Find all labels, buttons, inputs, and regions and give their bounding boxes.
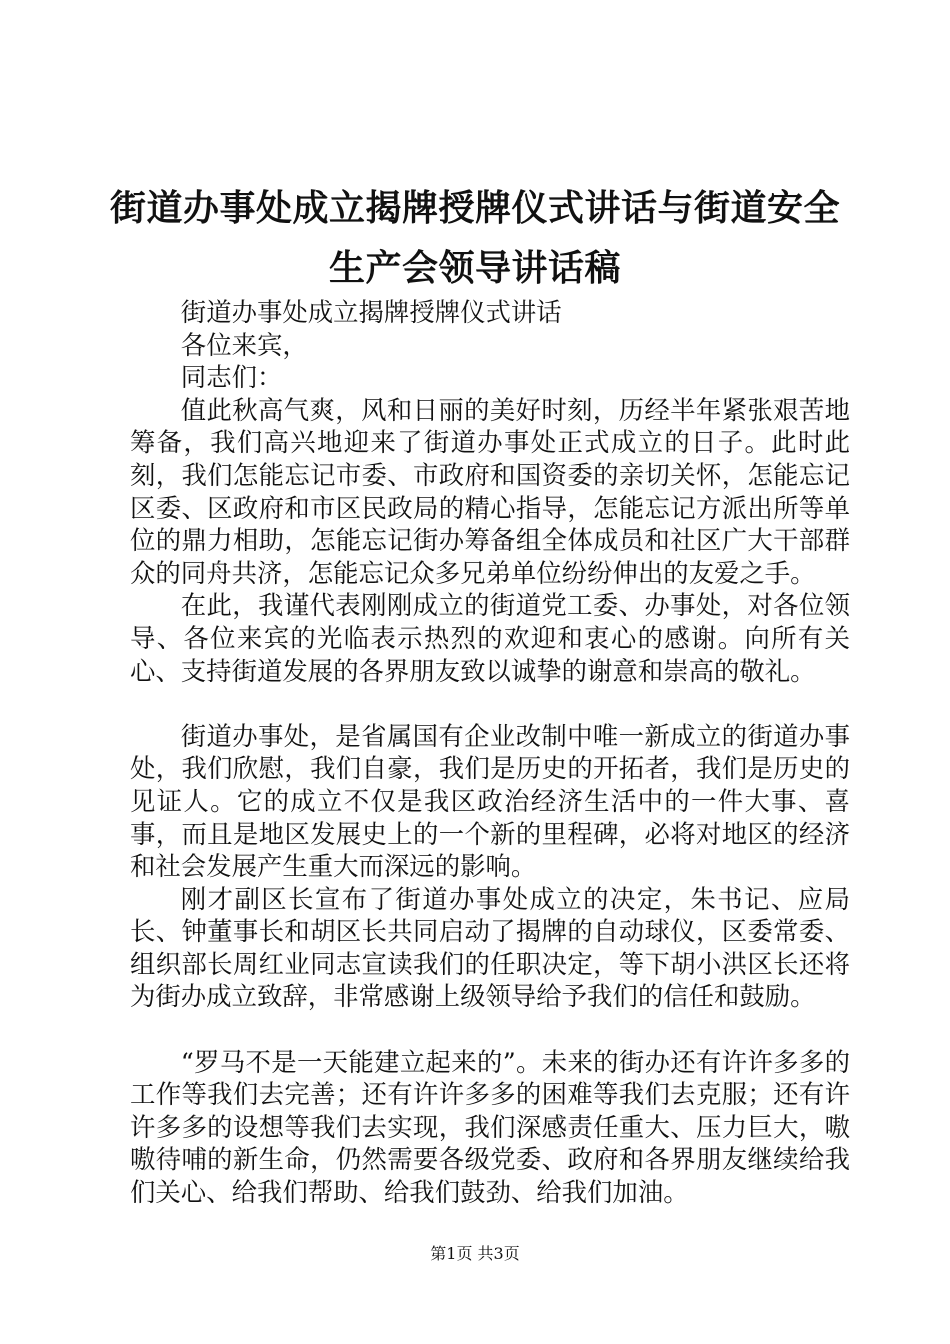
- page-number-footer: 第1页 共3页: [430, 1244, 520, 1263]
- document-body: [130, 296, 850, 1209]
- salutation-guests: 各位来宾，: [180, 329, 308, 360]
- body-paragraph: 街道办事处，是省属国有企业改制中唯一新成立的街道办事处，我们欣慰，我们自豪，我们是历史的开拓者，我们是历史的见证人。它的成立不仅是我区政治经济生活中的一件大事、喜事，而且是地区发展史上的一个新的里程碑，必将对地区的经济和社会发展产生重大而深远的影响。: [130, 720, 850, 882]
- body-paragraph: 刚才副区长宣布了街道办事处成立的决定，朱书记、应局长、钟董事长和胡区长共同启动了揭牌的自动球仪，区委常委、组织部长周红业同志宣读我们的任职决定，等下胡小洪区长还将为街办成立致辞，非常感谢上级领导给予我们的信任和鼓励。: [130, 883, 850, 1012]
- speech-heading: 街道办事处成立揭牌授牌仪式讲话: [180, 297, 562, 327]
- title-line-2: 生产会领导讲话稿: [328, 247, 621, 289]
- salutation-comrades: 同志们：: [180, 362, 283, 393]
- title-line-1: 街道办事处成立揭牌授牌仪式讲话与街道安全: [110, 187, 841, 229]
- body-paragraph: 在此，我谨代表刚刚成立的街道党工委、办事处，对各位领导、各位来宾的光临表示热烈的欢迎和衷心的感谢。向所有关心、支持街道发展的各界朋友致以诚挚的谢意和崇高的敬礼。: [130, 590, 850, 686]
- body-paragraph: 值此秋高气爽，风和日丽的美好时刻，历经半年紧张艰苦地筹备，我们高兴地迎来了街道办事处正式成立的日子。此时此刻，我们怎能忘记市委、市政府和国资委的亲切关怀，怎能忘记区委、区政府和市区民政局的精心指导，怎能忘记方派出所等单位的鼎力相助，怎能忘记街办筹备组全体成员和社区广大干部群众的同舟共济，怎能忘记众多兄弟单位纷纷伸出的友爱之手。: [130, 394, 850, 588]
- document-title: [110, 178, 840, 298]
- body-paragraph: “罗马不是一天能建立起来的”。未来的街办还有许许多多的工作等我们去完善；还有许许多多的困难等我们去克服；还有许许多多的设想等我们去实现，我们深感责任重大、压力巨大，嗷嗷待哺的新生命，仍然需要各级党委、政府和各界朋友继续给我们关心、给我们帮助、给我们鼓劲、给我们加油。: [130, 1046, 850, 1208]
